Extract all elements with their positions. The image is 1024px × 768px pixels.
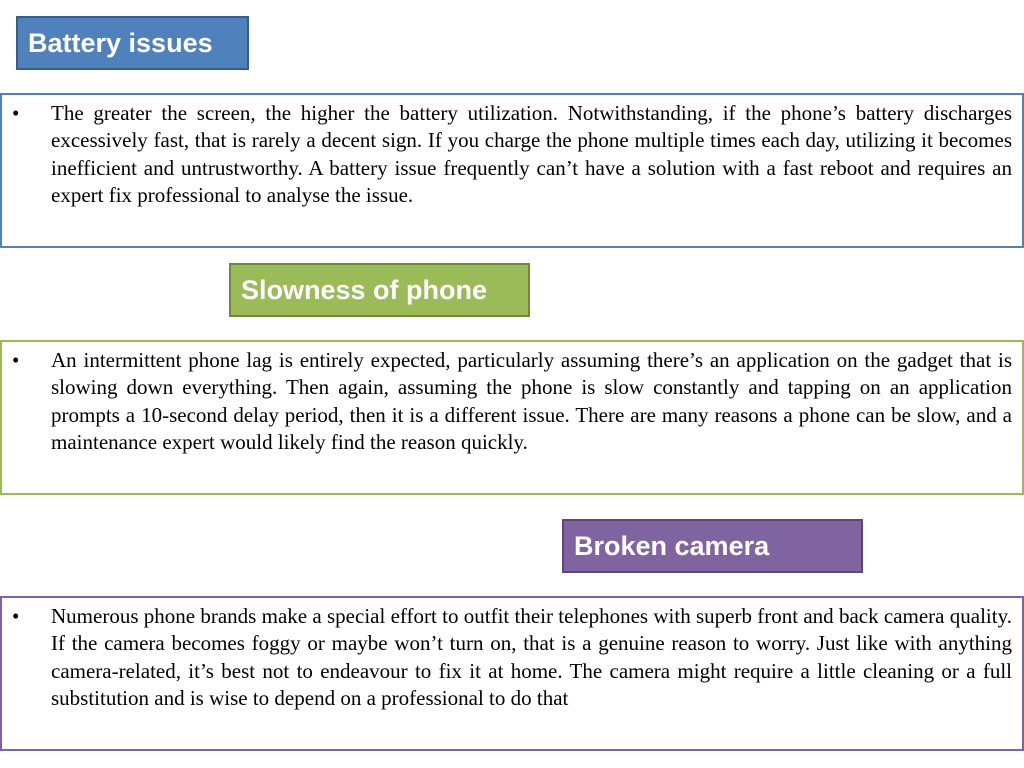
bullet-item [2,347,1012,456]
bullet-item [2,100,1012,209]
slowness-box [0,340,1024,495]
broken-camera-box [0,596,1024,751]
battery-issues-heading [16,16,249,70]
battery-issues-box [0,93,1024,248]
bullet-item [2,603,1012,712]
battery-issues-text: The greater the screen, the higher the battery utilization. Notwithstanding, if the phone’s battery discharges excessively fast, that is rarely a decent sign. If you charge the phone multiple times each day, utilizing it becomes inefficient and untrustworthy. A battery issue frequently can’t have a solution with a fast reboot and requires an expert fix professional to analyse the issue. [51,101,1012,207]
slowness-heading [229,263,530,317]
broken-camera-heading [562,519,863,573]
slowness-title: Slowness of phone [241,274,488,305]
bullet-marker: • [12,348,20,372]
bullet-marker: • [12,101,20,125]
broken-camera-title: Broken camera [574,530,770,561]
bullet-marker: • [12,604,20,628]
battery-issues-title: Battery issues [28,27,213,58]
slowness-text: An intermittent phone lag is entirely expected, particularly assuming there’s an application on the gadget that is slowing down everything. Then again, assuming the phone is slow constantly and tapping on an application prompts a 10-second delay period, then it is a different issue. There are many reasons a phone can be slow, and a maintenance expert would likely find the reason quickly. [51,348,1012,454]
broken-camera-text: Numerous phone brands make a special effort to outfit their telephones with superb front and back camera quality. If the camera becomes foggy or maybe won’t turn on, that is a genuine reason to worry. Just like with anything camera-related, it’s best not to endeavour to fix it at home. The camera might require a little cleaning or a full substitution and is wise to depend on a professional to do that [51,604,1012,710]
